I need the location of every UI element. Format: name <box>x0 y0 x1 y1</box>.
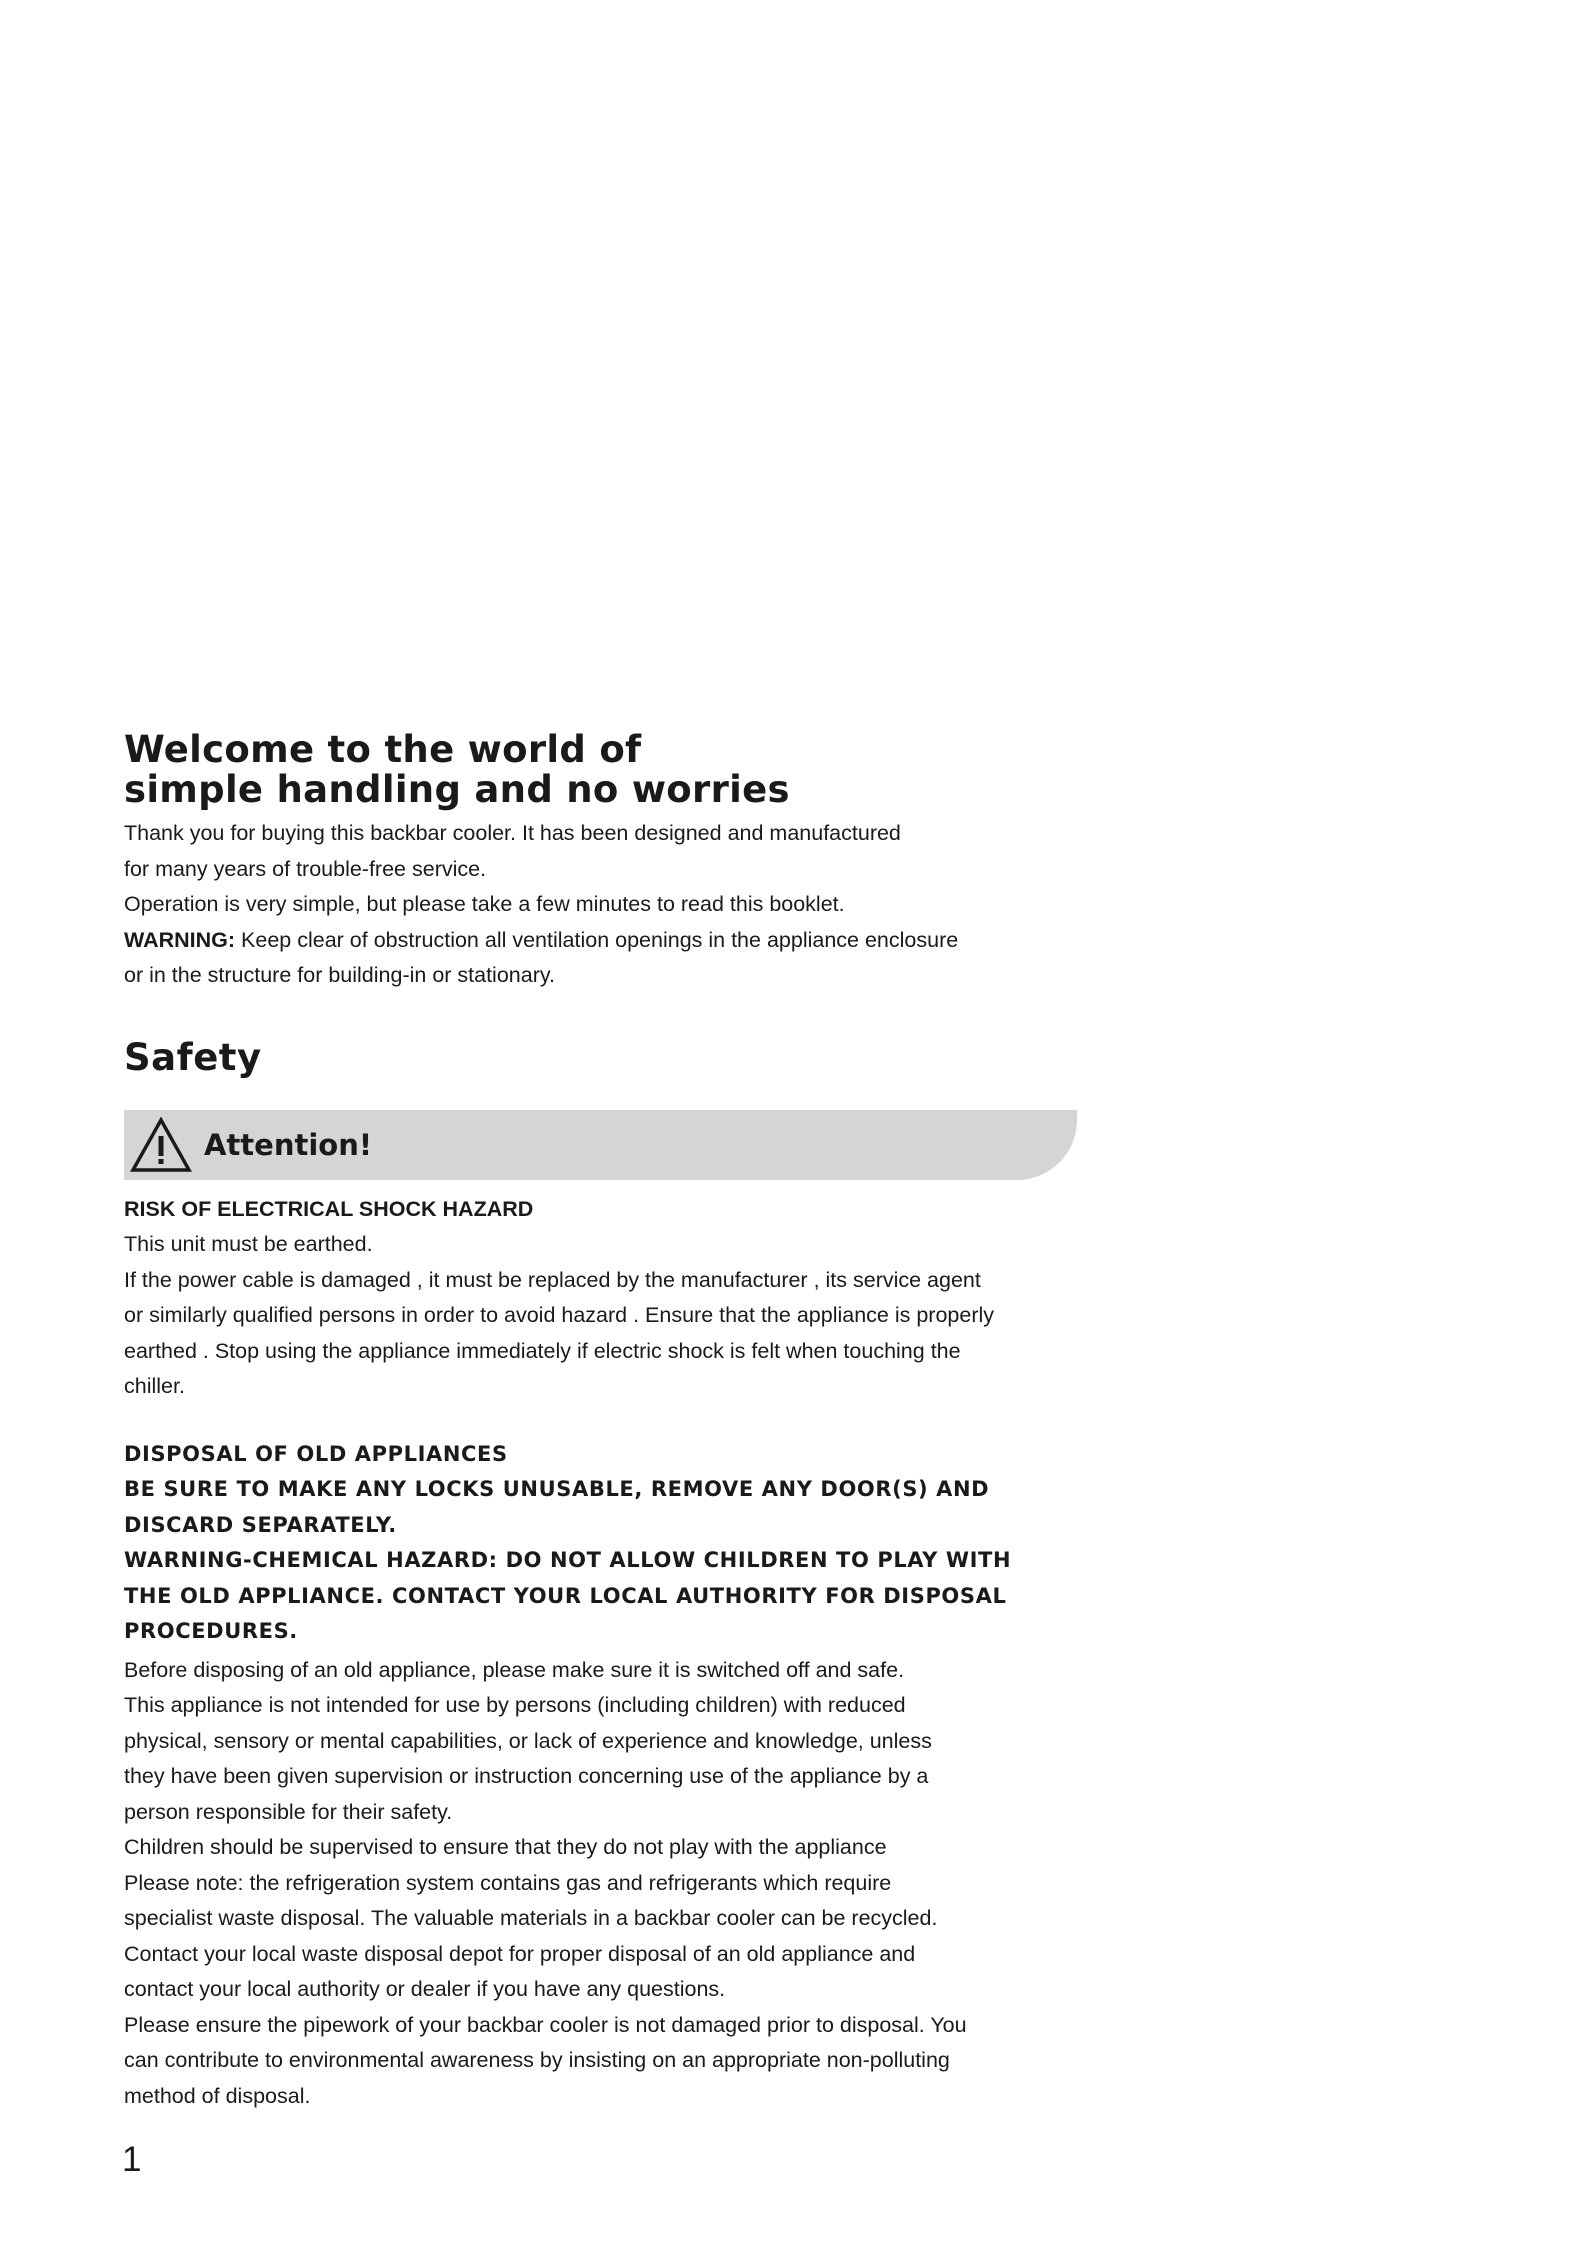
disposal-line: contact your local authority or dealer if you have any questions. <box>124 1977 726 2001</box>
disposal-line: Please ensure the pipework of your backbar cooler is not damaged prior to disposal. You <box>124 2012 967 2037</box>
disposal-line: specialist waste disposal. The valuable materials in a backbar cooler can be recycled. <box>124 1906 938 1930</box>
attention-banner <box>124 1110 1077 1180</box>
disposal-heading-line: THE OLD APPLIANCE. CONTACT YOUR LOCAL AUTHORITY FOR DISPOSAL <box>124 1583 1007 1608</box>
disposal-line: This appliance is not intended for use by persons (including children) with reduced <box>124 1693 906 1717</box>
welcome-intro <box>124 816 1084 994</box>
disposal-heading-line: BE SURE TO MAKE ANY LOCKS UNUSABLE, REMOVE ANY DOOR(S) AND <box>124 1477 990 1501</box>
disposal-heading-line: WARNING-CHEMICAL HAZARD: DO NOT ALLOW CHILDREN TO PLAY WITH <box>124 1548 1012 1572</box>
disposal-line: Before disposing of an old appliance, please make sure it is switched off and safe. <box>124 1657 905 1682</box>
disposal-section <box>124 1437 1084 2115</box>
warning-triangle-icon <box>130 1117 192 1173</box>
disposal-body <box>124 1653 1084 2115</box>
risk-line: If the power cable is damaged , it must be replaced by the manufacturer , its service agent <box>124 1267 981 1292</box>
safety-title: Safety <box>124 1035 262 1079</box>
disposal-line: can contribute to environmental awareness by insisting on an appropriate non-polluting <box>124 2048 950 2072</box>
electrical-shock-section <box>124 1192 1084 1405</box>
warning-text-line: or in the structure for building-in or stationary. <box>124 963 555 987</box>
risk-line: or similarly qualified persons in order to avoid hazard . Ensure that the appliance is properly <box>124 1303 995 1327</box>
page-content <box>124 730 1084 2114</box>
welcome-title <box>124 730 1084 810</box>
ventilation-warning <box>124 923 1084 959</box>
attention-label: Attention! <box>204 1127 373 1162</box>
disposal-line: Contact your local waste disposal depot for proper disposal of an old appliance and <box>124 1941 916 1966</box>
disposal-heading-line: PROCEDURES. <box>124 1619 298 1643</box>
disposal-line: person responsible for their safety. <box>124 1799 453 1824</box>
disposal-line: method of disposal. <box>124 2083 311 2108</box>
warning-label: WARNING: <box>124 927 236 952</box>
disposal-line: Children should be supervised to ensure that they do not play with the appliance <box>124 1835 887 1859</box>
disposal-line: physical, sensory or mental capabilities, or lack of experience and knowledge, unless <box>124 1728 932 1753</box>
risk-line: earthed . Stop using the appliance immediately if electric shock is felt when touching the <box>124 1338 961 1363</box>
welcome-title-line: Welcome to the world of <box>124 728 642 771</box>
disposal-heading-line: DISCARD SEPARATELY. <box>124 1512 397 1537</box>
risk-line: chiller. <box>124 1374 185 1398</box>
risk-line: This unit must be earthed. <box>124 1232 373 1256</box>
warning-text: Keep clear of obstruction all ventilation openings in the appliance enclosure <box>235 927 959 952</box>
intro-line: Operation is very simple, but please take a few minutes to read this booklet. <box>124 892 845 916</box>
intro-line: for many years of trouble-free service. <box>124 856 487 881</box>
disposal-line: they have been given supervision or instruction concerning use of the appliance by a <box>124 1764 929 1788</box>
page-number: 1 <box>122 2140 142 2179</box>
disposal-heading-line: DISPOSAL OF OLD APPLIANCES <box>124 1441 508 1466</box>
intro-line: Thank you for buying this backbar cooler. It has been designed and manufactured <box>124 821 901 845</box>
risk-heading: RISK OF ELECTRICAL SHOCK HAZARD <box>124 1196 534 1221</box>
welcome-title-line: simple handling and no worries <box>124 768 790 811</box>
disposal-line: Please note: the refrigeration system contains gas and refrigerants which require <box>124 1870 892 1895</box>
